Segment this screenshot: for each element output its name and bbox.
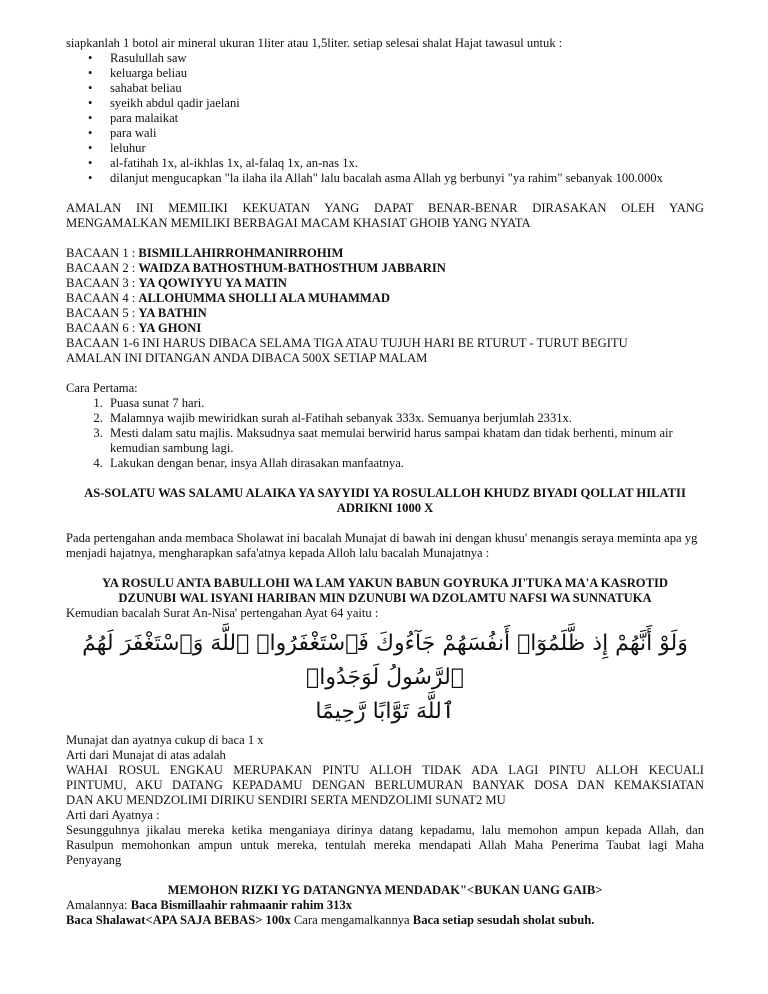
munajat-note: Munajat dan ayatnya cukup di baca 1 x xyxy=(66,733,264,747)
intro-text: siapkanlah 1 botol air mineral ukuran 1liter atau 1,5liter. setiap selesai shalat Hajat tawasul untuk : xyxy=(66,36,563,50)
list-item: • leluhur xyxy=(88,141,704,156)
amalan-statement-line-1: AMALAN INI MEMILIKI KEKUATAN YANG DAPAT BENAR-BENAR DIRASAKAN OLEH YANG xyxy=(66,201,704,215)
bacaan-item: BACAAN 3 : YA QOWIYYU YA MATIN xyxy=(66,276,287,290)
arabic-verse xyxy=(66,627,704,729)
bacaan-item: BACAAN 1 : BISMILLAHIRROHMANIRROHIM xyxy=(66,246,344,260)
list-item: 4. Lakukan dengan benar, insya Allah dirasakan manfaatnya. xyxy=(106,456,704,471)
arti-munajat-line-1: WAHAI ROSUL ENGKAU MERUPAKAN PINTU ALLOH TIDAK ADA LAGI PINTU ALLOH KECUALI xyxy=(66,763,704,777)
amalannya-line: Amalannya: Baca Bismillaahir rahmaanir rahim 313x xyxy=(66,898,353,912)
list-item: • al-fatihah 1x, al-ikhlas 1x, al-falaq 1x, an-nas 1x. xyxy=(88,156,704,171)
list-item: 3. Mesti dalam satu majlis. Maksudnya saat memulai berwirid harus sampai khatam dan tidak berhenti, minum air kemudian sambung lagi. xyxy=(106,426,704,456)
list-item: 1. Puasa sunat 7 hari. xyxy=(106,396,704,411)
bacaan-item: BACAAN 6 : YA GHONI xyxy=(66,321,202,335)
bacaan-item: BACAAN 5 : YA BATHIN xyxy=(66,306,207,320)
arti-munajat-title: Arti dari Munajat di atas adalah xyxy=(66,748,226,762)
bacaan-item: BACAAN 4 : ALLOHUMMA SHOLLI ALA MUHAMMAD xyxy=(66,291,390,305)
cara-steps xyxy=(66,396,704,471)
shalawat-line: Baca Shalawat<APA SAJA BEBAS> 100x Cara mengamalkannya Baca setiap sesudah sholat subuh. xyxy=(66,913,595,927)
list-item: • syeikh abdul qadir jaelani xyxy=(88,96,704,111)
list-item: • keluarga beliau xyxy=(88,66,704,81)
bacaan-item: BACAAN 2 : WAIDZA BATHOSTHUM-BATHOSTHUM JABBARIN xyxy=(66,261,446,275)
bacaan-note-line-1: BACAAN 1-6 INI HARUS DIBACA SELAMA TIGA ATAU TUJUH HARI BE RTURUT - TURUT BEGITU xyxy=(66,336,628,350)
list-item: • Rasulullah saw xyxy=(88,51,704,66)
arti-ayat-line-1: Sesungguhnya jikalau mereka ketika menganiaya dirinya datang kepadamu, lalu memohon ampun kepada Allah, dan xyxy=(66,823,704,837)
amalan-statement-line-2: MENGAMALKAN MEMILIKI BERBAGAI MACAM KHASIAT GHOIB YANG NYATA xyxy=(66,216,531,230)
bacaan-list xyxy=(66,246,704,336)
arabic-line-2: ٱللَّهَ تَوَّابًا رَّحِيمًا xyxy=(315,699,455,724)
bacaan-note-line-2: AMALAN INI DITANGAN ANDA DIBACA 500X SETIAP MALAM xyxy=(66,351,428,365)
rizki-heading: MEMOHON RIZKI YG DATANGNYA MENDADAK"<BUKAN UANG GAIB> xyxy=(167,883,603,897)
arti-ayat-line-2: Rasulpun memohonkan ampun untuk mereka, tentulah mereka mendapati Allah Maha Penerima Taubat lagi Maha xyxy=(66,838,704,852)
arti-munajat-line-2: PINTUMU, AKU DATANG KEPADAMU DENGAN BERLUMURAN BANYAK DOSA DAN KEMAKSIATAN xyxy=(66,778,704,792)
tawasul-list xyxy=(66,51,704,186)
sholawat-heading-line-2: ADRIKNI 1000 X xyxy=(336,501,434,515)
munajat-intro: Pada pertengahan anda membaca Sholawat ini bacalah Munajat di bawah ini dengan khusu' menangis seraya meminta apa yg menjadi hajatnya, mengharapkan safa'atnya kepada Alloh lalu bacalah Munajatnya : xyxy=(66,531,698,560)
munajat-line-1: YA ROSULU ANTA BABULLOHI WA LAM YAKUN BABUN GOYRUKA JI'TUKA MA'A KASROTID xyxy=(101,576,668,590)
list-item: • para wali xyxy=(88,126,704,141)
list-item: • sahabat beliau xyxy=(88,81,704,96)
list-item: • dilanjut mengucapkan "la ilaha ila Allah" lalu bacalah asma Allah yg berbunyi "ya rahim" sebanyak 100.000x xyxy=(88,171,704,186)
list-item: 2. Malamnya wajib mewiridkan surah al-Fatihah sebanyak 333x. Semuanya berjumlah 2331x. xyxy=(106,411,704,426)
arti-munajat-line-3: DAN AKU MENDZOLIMI DIRIKU SENDIRI SERTA MENDZOLIMI SUNAT2 MU xyxy=(66,793,506,807)
sholawat-heading-line-1: AS-SOLATU WAS SALAMU ALAIKA YA SAYYIDI YA ROSULALLOH KHUDZ BIYADI QOLLAT HILATII xyxy=(84,486,686,500)
arti-ayat-title: Arti dari Ayatnya : xyxy=(66,808,160,822)
cara-title: Cara Pertama: xyxy=(66,381,138,395)
surah-intro: Kemudian bacalah Surat An-Nisa' pertengahan Ayat 64 yaitu : xyxy=(66,606,379,620)
arti-ayat-line-3: Penyayang xyxy=(66,853,122,867)
list-item: • para malaikat xyxy=(88,111,704,126)
arabic-line-1: وَلَوْ أَنَّهُمْ إِذ ظَّلَمُوٓا۟ أَنفُسَهُمْ جَآءُوكَ فَٱسْتَغْفَرُوا۟ ٱللَّهَ وَٱسْتَغْفَرَ لَهُمُ ٱلرَّسُولُ لَوَجَدُوا۟ xyxy=(82,631,688,690)
munajat-line-2: DZUNUBI WAL ISYANI HARIBAN MIN DZUNUBI WA DZOLAMTU NAFSI WA SUNNATUKA xyxy=(118,591,652,605)
